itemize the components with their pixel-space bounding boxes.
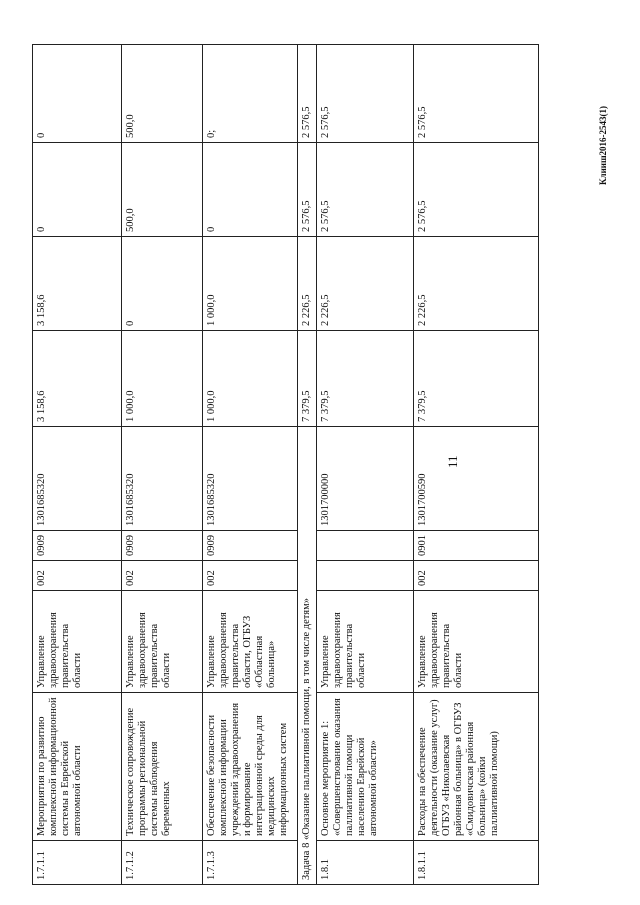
row-executor: Управление здравоохранения правительства области	[33, 591, 122, 693]
table-row-task	[298, 45, 317, 885]
row-rzpr: 0909	[33, 531, 122, 561]
row-value-4: 2 576,5	[317, 45, 414, 143]
row-code: 1.7.1.2	[122, 841, 203, 885]
row-value-3: 0	[33, 143, 122, 237]
row-value-2: 2 226,5	[317, 237, 414, 331]
row-name: Техническое сопровождение программы региональной системы наблюдения беременных	[122, 693, 203, 841]
row-code: 1.8.1	[317, 841, 414, 885]
row-value-1: 7 379,5	[317, 331, 414, 427]
row-value-2: 2 226,5	[298, 237, 317, 331]
row-rzpr	[317, 531, 414, 561]
row-grbs: 002	[203, 561, 298, 591]
table-row	[33, 45, 122, 885]
row-grbs: 002	[414, 561, 539, 591]
page-number: 11	[445, 455, 460, 468]
row-csr: 1301685320	[33, 427, 122, 531]
row-value-4: 2 576,5	[414, 45, 539, 143]
row-code: 1.8.1.1	[414, 841, 539, 885]
row-csr: 1301685320	[122, 427, 203, 531]
row-value-1: 1 000,0	[122, 331, 203, 427]
row-code: 1.7.1.1	[33, 841, 122, 885]
row-value-2: 2 226,5	[414, 237, 539, 331]
row-value-2: 1 000,0	[203, 237, 298, 331]
row-value-1: 3 158,6	[33, 331, 122, 427]
row-rzpr: 0909	[203, 531, 298, 561]
row-grbs	[317, 561, 414, 591]
row-grbs: 002	[33, 561, 122, 591]
table-row	[317, 45, 414, 885]
budget-table	[32, 44, 539, 885]
row-csr: 1301700590	[414, 427, 539, 531]
row-code: 1.7.1.3	[203, 841, 298, 885]
row-executor: Управление здравоохранения правительства области, ОГБУЗ «Областная больница»	[203, 591, 298, 693]
table-row	[414, 45, 539, 885]
row-value-3: 500,0	[122, 143, 203, 237]
row-value-2: 0	[122, 237, 203, 331]
row-value-3: 2 576,5	[317, 143, 414, 237]
row-value-4: 2 576,5	[298, 45, 317, 143]
row-rzpr: 0909	[122, 531, 203, 561]
row-value-4: 500,0	[122, 45, 203, 143]
row-value-3: 2 576,5	[298, 143, 317, 237]
row-value-2: 3 158,6	[33, 237, 122, 331]
table-row	[203, 45, 298, 885]
row-name: Мероприятия по развитию комплексной информационной системы в Еврейской автономной области	[33, 693, 122, 841]
row-value-3: 2 576,5	[414, 143, 539, 237]
row-csr: 1301700000	[317, 427, 414, 531]
footer-document-code: Клииш2016-2543(1)	[598, 105, 608, 185]
row-value-1: 7 379,5	[414, 331, 539, 427]
row-executor: Управление здравоохранения правительства области	[414, 591, 539, 693]
task-title: Задача 8 «Оказание паллиативной помощи, в том числе детям»	[298, 427, 317, 885]
row-value-3: 0	[203, 143, 298, 237]
row-value-1: 7 379,5	[298, 331, 317, 427]
row-grbs: 002	[122, 561, 203, 591]
row-name: Основное мероприятие 1: «Совершенствование оказания паллиативной помощи населению Еврейской автономной области»	[317, 693, 414, 841]
table-row	[122, 45, 203, 885]
row-csr: 1301685320	[203, 427, 298, 531]
row-rzpr: 0901	[414, 531, 539, 561]
row-value-4: 0;	[203, 45, 298, 143]
row-value-1: 1 000,0	[203, 331, 298, 427]
row-executor: Управление здравоохранения правительства области	[122, 591, 203, 693]
row-name: Обеспечение безопасности комплексной информации учреждений здравоохранения и формирование интеграционной среды для медицинских информационных систем	[203, 693, 298, 841]
row-value-4: 0	[33, 45, 122, 143]
row-executor: Управление здравоохранения правительства области	[317, 591, 414, 693]
row-name: Расходы на обеспечение деятельности (оказание услуг) ОГБУЗ «Николаевская районная больница» в ОГБУЗ «Смидовичская районная больница» (койки паллиативной помощи)	[414, 693, 539, 841]
